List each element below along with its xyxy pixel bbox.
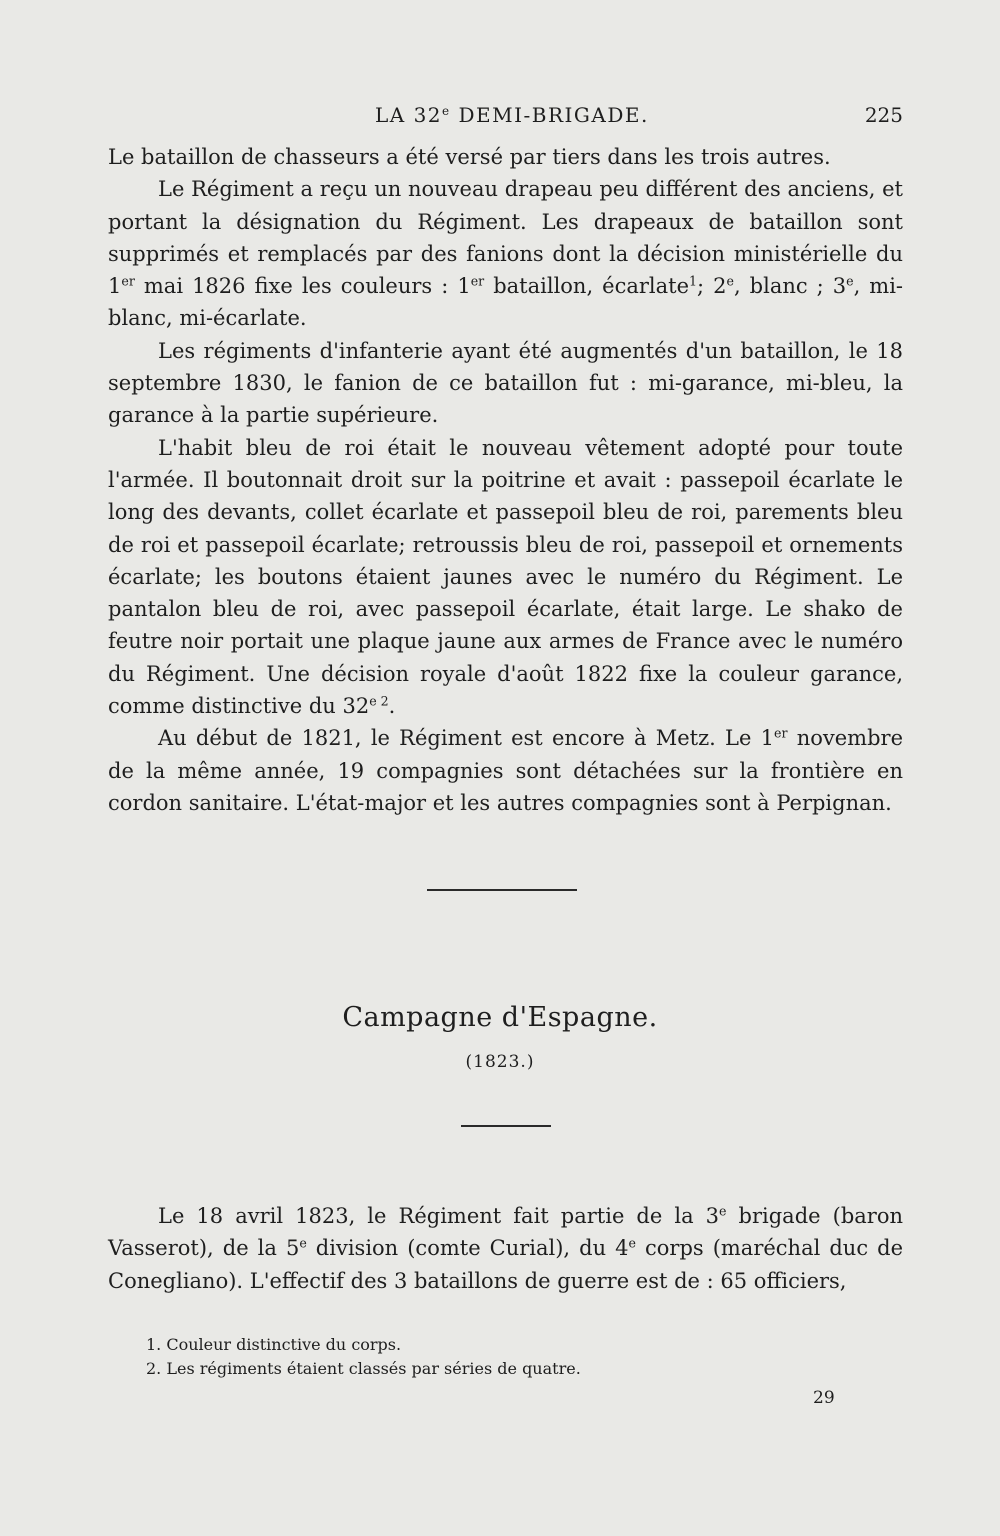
p2-text-e: , blanc ; 3 (733, 274, 847, 299)
paragraph-1: Le bataillon de chasseurs a été versé par tiers dans les trois autres. (108, 145, 831, 169)
running-title-sup: e (442, 103, 451, 118)
p6-text-b: brigade (baron Vasserot), de la 5 (108, 1204, 903, 1261)
paragraph-4 (108, 432, 903, 723)
main-text (108, 141, 903, 819)
p2-sup-b: er (470, 273, 485, 289)
paragraph-2 (108, 173, 903, 334)
running-header (108, 103, 903, 133)
p5-sup-a: er (774, 725, 788, 741)
p6-text-d: corps (maréchal duc de Conegliano). L'effectif des 3 bataillons de guerre est de : 65 officiers, (108, 1236, 903, 1293)
footnote-ref-1: 1 (689, 273, 698, 289)
page-number: 225 (864, 103, 903, 127)
section-divider-top (427, 889, 577, 891)
p2-text-c: bataillon, écarlate (484, 274, 690, 299)
footnotes (146, 1333, 846, 1381)
signature-mark: 29 (813, 1388, 835, 1408)
p5-text-b: novembre de la même année, 19 compagnies sont détachées sur la frontière en cordon sanitaire. L'état-major et les autres compagnies sont à Perpignan. (108, 726, 903, 815)
p2-sup-d: e (726, 273, 734, 289)
running-title (375, 103, 649, 127)
p5-text-a: Au début de 1821, le Régiment est encore à Metz. Le 1 (158, 726, 775, 751)
section-subtitle: (1823.) (465, 1052, 535, 1072)
p6-sup-a: e (719, 1203, 727, 1219)
p6-sup-b: e (299, 1235, 307, 1251)
footnote-2: 2. Les régiments étaient classés par séries de quatre. (146, 1359, 581, 1378)
footnote-1: 1. Couleur distinctive du corps. (146, 1335, 402, 1354)
paragraph-6 (108, 1200, 903, 1297)
paragraph-5 (108, 722, 903, 819)
running-title-suffix: DEMI-BRIGADE. (450, 103, 649, 127)
section-text (108, 1200, 903, 1297)
p2-sup-a: er (121, 273, 135, 289)
footnote-ref-2: e 2 (369, 693, 389, 709)
p6-text-c: division (comte Curial), du 4 (306, 1236, 629, 1261)
p2-text-f: , mi-blanc, mi-écarlate. (108, 274, 904, 331)
p4-text-b: . (388, 694, 396, 719)
running-title-prefix: LA 32 (375, 103, 443, 127)
section-divider-bottom (461, 1125, 551, 1127)
p2-text-a: Le Régiment a reçu un nouveau drapeau peu différent des anciens, et portant la désignation du Régiment. Les drapeaux de bataillon sont supprimés et remplacés par des fanions dont la décision ministérielle du 1 (108, 177, 903, 299)
p4-text-a: L'habit bleu de roi était le nouveau vêtement adopté pour toute l'armée. Il boutonnait droit sur la poitrine et avait : passepoil écarlate le long des devants, collet écarlate et passepoil bleu de roi, parements bleu de roi et passepoil écarlate; retroussis bleu de roi, passepoil et ornements écarlate; les boutons étaient jaunes avec le numéro du Régiment. Le pantalon bleu de roi, avec passepoil écarlate, était large. Le shako de feutre noir portait une plaque jaune aux armes de France avec le numéro du Régiment. Une décision royale d'août 1822 fixe la couleur garance, comme distinctive du 32 (108, 435, 903, 719)
paragraph-3: Les régiments d'infanterie ayant été augmentés d'un bataillon, le 18 septembre 1830, le fanion de ce bataillon fut : mi-garance, mi-bleu, la garance à la partie supérieure. (108, 338, 903, 428)
section-title: Campagne d'Espagne. (342, 1002, 658, 1033)
p6-text-a: Le 18 avril 1823, le Régiment fait partie de la 3 (158, 1204, 720, 1228)
p6-sup-c: e (628, 1235, 636, 1251)
p2-text-b: mai 1826 fixe les couleurs : 1 (134, 274, 471, 299)
p2-sup-e: e (846, 273, 854, 289)
p2-text-d: ; 2 (697, 274, 727, 299)
